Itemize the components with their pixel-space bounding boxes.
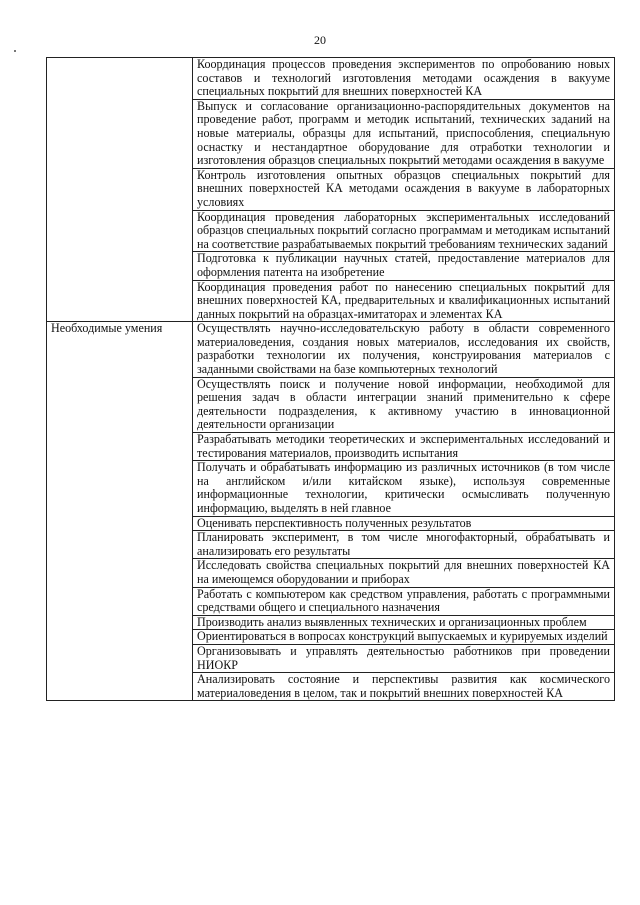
- function-item: Координация проведения работ по нанесению специальных покрытий для внешних поверхностей КА, предварительных и квалификационных испытаний данных покрытий на образцах-имитаторах и элементах КА: [193, 280, 615, 322]
- skill-item: Разрабатывать методики теоретических и экспериментальных исследований и тестирования материалов, производить испытания: [193, 433, 615, 461]
- function-item: Выпуск и согласование организационно-распорядительных документов на проведение работ, программ и методик испытаний, технических заданий на новые материалы, образцы для испытаний, приспособления, специальную оснастку и нестандартное оборудование для отработки технологии и изготовления образцов специальных покрытий методами осаждения в вакууме: [193, 99, 615, 168]
- table-row: [47, 58, 615, 100]
- skill-item: Исследовать свойства специальных покрытий для внешних поверхностей КА на имеющемся оборудовании и приборах: [193, 559, 615, 587]
- requirements-table: [46, 57, 615, 701]
- function-item: Координация проведения лабораторных экспериментальных исследований образцов специальных покрытий согласно программам и методикам испытаний на соответствие разрабатываемых покрытий требованиям технических заданий: [193, 210, 615, 252]
- skill-item: Осуществлять поиск и получение новой информации, необходимой для решения задач в области интеграции знаний применительно к сфере деятельности подразделения, к активному участию в инновационной деятельности организации: [193, 377, 615, 432]
- skill-item: Осуществлять научно-исследовательскую работу в области современного материаловедения, создания новых материалов, исследования их свойств, разработки технологии их получения, конструирования материалов с заданными свойствами на базе компьютерных технологий: [193, 322, 615, 377]
- function-item: Подготовка к публикации научных статей, предоставление материалов для оформления патента на изобретение: [193, 252, 615, 280]
- section-label-skills: Необходимые умения: [47, 322, 193, 701]
- function-item: Контроль изготовления опытных образцов специальных покрытий для внешних поверхностей КА методами осаждения в вакууме в лабораторных условиях: [193, 168, 615, 210]
- skill-item: Планировать эксперимент, в том числе многофакторный, обрабатывать и анализировать его результаты: [193, 531, 615, 559]
- page-number: 20: [314, 33, 326, 47]
- skill-item: Ориентироваться в вопросах конструкций выпускаемых и курируемых изделий: [193, 630, 615, 645]
- skill-item: Анализировать состояние и перспективы развития как космического материаловедения в целом, так и покрытий внешних поверхностей КА: [193, 673, 615, 701]
- skill-item: Получать и обрабатывать информацию из различных источников (в том числе на английском и/или китайском языке), используя современные информационные технологии, критически осмысливать полученную информацию, выделять в ней главное: [193, 461, 615, 516]
- skill-item: Работать с компьютером как средством управления, работать с программными средствами общего и специального назначения: [193, 587, 615, 615]
- section-label-cell: [47, 58, 193, 322]
- skill-item: Оценивать перспективность полученных результатов: [193, 516, 615, 531]
- skill-item: Производить анализ выявленных технических и организационных проблем: [193, 615, 615, 630]
- skill-item: Организовывать и управлять деятельностью работников при проведении НИОКР: [193, 644, 615, 672]
- table-row: [47, 322, 615, 377]
- function-item: Координация процессов проведения экспериментов по опробованию новых составов и технологий изготовления методами осаждения в вакууме специальных покрытий для внешних поверхностей КА: [193, 58, 615, 100]
- scan-artifact: [14, 50, 16, 52]
